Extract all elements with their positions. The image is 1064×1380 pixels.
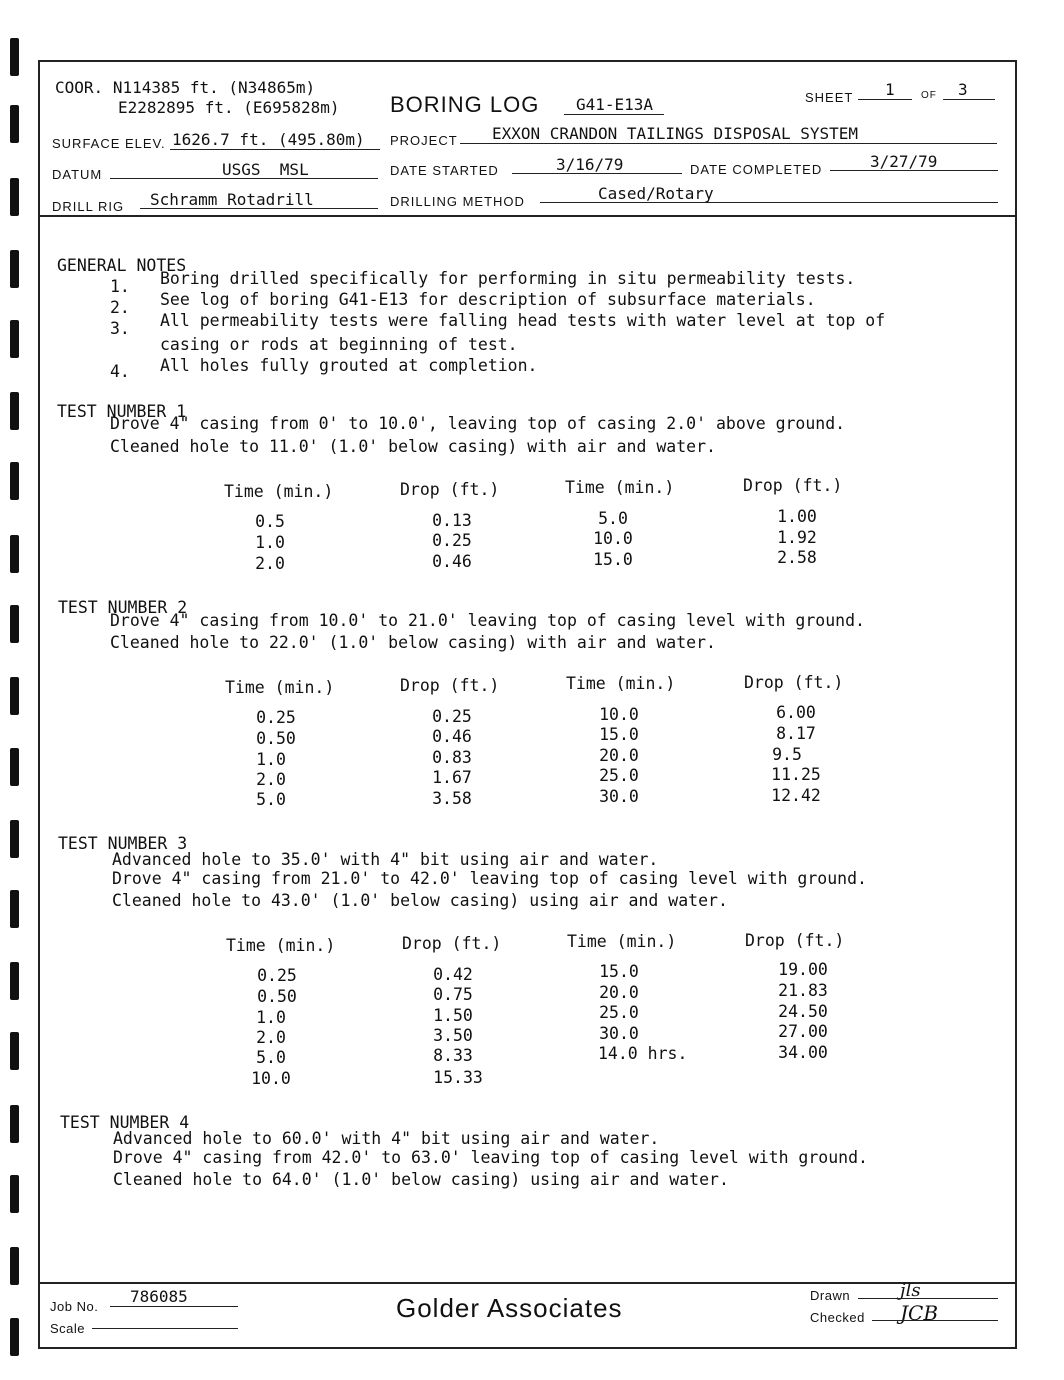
job-number-value: 786085 xyxy=(130,1287,188,1306)
time-value: 15.0 xyxy=(599,725,639,744)
drop-value: 2.58 xyxy=(777,548,817,567)
time-value: 15.0 xyxy=(593,550,633,569)
sheet-number: 1 xyxy=(885,80,895,99)
footer-divider xyxy=(38,1282,1015,1284)
test-title: TEST NUMBER 4 xyxy=(60,1113,190,1132)
drop-value: 1.67 xyxy=(432,768,472,787)
binder-mark xyxy=(10,38,19,76)
drawn-by-initials: jls xyxy=(900,1280,921,1301)
binder-mark xyxy=(10,392,19,430)
drill-rig-line xyxy=(140,208,378,209)
project-label: PROJECT xyxy=(390,133,458,148)
note-text: All permeability tests were falling head tests with water level at top of xyxy=(160,311,886,330)
column-header-time: Time (min.) xyxy=(224,482,334,501)
checked-by-initials: JCB xyxy=(900,1301,939,1325)
surface-elev-line xyxy=(170,149,380,150)
date-completed-label: DATE COMPLETED xyxy=(690,162,823,177)
date-started-label: DATE STARTED xyxy=(390,163,499,178)
header-divider xyxy=(38,215,1015,217)
project-value: EXXON CRANDON TAILINGS DISPOSAL SYSTEM xyxy=(492,124,859,143)
time-value: 10.0 xyxy=(599,705,639,724)
datum-line xyxy=(110,178,378,179)
time-value: 10.0 xyxy=(251,1069,291,1088)
drop-value: 0.83 xyxy=(432,748,472,767)
test-description: Cleaned hole to 43.0' (1.0' below casing) using air and water. xyxy=(112,891,728,910)
drop-value: 21.83 xyxy=(778,981,828,1000)
column-header-drop: Drop (ft.) xyxy=(402,934,502,953)
general-notes-title: GENERAL NOTES xyxy=(57,256,187,275)
note-number: 1. xyxy=(110,277,130,296)
drop-value: 8.17 xyxy=(776,724,816,743)
time-value: 25.0 xyxy=(599,1003,639,1022)
drop-value: 0.42 xyxy=(433,965,473,984)
column-header-time: Time (min.) xyxy=(567,932,677,951)
job-number-line xyxy=(110,1306,238,1307)
binder-mark xyxy=(10,962,19,1000)
test-description: Drove 4" casing from 42.0' to 63.0' leaving top of casing level with ground. xyxy=(113,1148,868,1167)
time-value: 10.0 xyxy=(593,529,633,548)
binder-mark xyxy=(10,1032,19,1070)
date-started-line xyxy=(512,173,682,174)
column-header-drop: Drop (ft.) xyxy=(400,676,500,695)
drop-value: 0.13 xyxy=(432,511,472,530)
test-description: Advanced hole to 60.0' with 4" bit using air and water. xyxy=(113,1129,660,1148)
project-line xyxy=(460,143,997,144)
drop-value: 0.75 xyxy=(433,985,473,1004)
binder-mark xyxy=(10,1175,19,1213)
coordinates xyxy=(55,78,315,97)
column-header-drop: Drop (ft.) xyxy=(744,673,844,692)
test-title: TEST NUMBER 1 xyxy=(57,402,187,421)
time-value: 0.50 xyxy=(257,987,297,1006)
time-value: 20.0 xyxy=(599,746,639,765)
time-value: 20.0 xyxy=(599,983,639,1002)
drop-value: 27.00 xyxy=(778,1022,828,1041)
note-number: 4. xyxy=(110,362,130,381)
time-value: 30.0 xyxy=(599,787,639,806)
drop-value: 0.25 xyxy=(432,531,472,550)
scale-line xyxy=(92,1328,238,1329)
binder-mark xyxy=(10,178,19,216)
of-label: OF xyxy=(921,90,937,101)
boring-id: G41-E13A xyxy=(576,95,654,114)
drawn-label: Drawn xyxy=(810,1288,851,1303)
time-value: 2.0 xyxy=(256,770,286,789)
time-value: 1.0 xyxy=(256,1008,286,1027)
checked-line xyxy=(872,1320,998,1321)
sheet-total-line xyxy=(943,99,995,100)
drop-value: 0.46 xyxy=(432,552,472,571)
drop-value: 24.50 xyxy=(778,1002,828,1021)
column-header-drop: Drop (ft.) xyxy=(400,480,500,499)
time-value: 1.0 xyxy=(256,750,286,769)
time-value: 2.0 xyxy=(255,554,285,573)
drop-value: 15.33 xyxy=(433,1068,483,1087)
coor-label: COOR. xyxy=(55,78,104,97)
drop-value: 8.33 xyxy=(433,1046,473,1065)
datum-label: DATUM xyxy=(52,167,103,182)
note-number: 2. xyxy=(110,298,130,317)
surface-elev-value: 1626.7 ft. (495.80m) xyxy=(172,130,365,149)
test-description: Cleaned hole to 22.0' (1.0' below casing) with air and water. xyxy=(110,633,716,652)
binder-mark xyxy=(10,748,19,786)
time-value: 5.0 xyxy=(598,509,628,528)
sheet-number-line xyxy=(858,99,912,100)
drilling-method-line xyxy=(540,202,998,203)
binder-mark xyxy=(10,890,19,928)
coor-east: E2282895 ft. (E695828m) xyxy=(118,98,340,117)
drop-value: 3.50 xyxy=(433,1026,473,1045)
time-value: 30.0 xyxy=(599,1024,639,1043)
boring-id-line xyxy=(564,114,664,115)
binder-mark xyxy=(10,1105,19,1143)
binder-mark xyxy=(10,1318,19,1356)
binder-mark xyxy=(10,677,19,715)
checked-label: Checked xyxy=(810,1310,865,1325)
binder-mark xyxy=(10,820,19,858)
drop-value: 0.25 xyxy=(432,707,472,726)
test-description: Cleaned hole to 11.0' (1.0' below casing) with air and water. xyxy=(110,437,716,456)
note-number: 3. xyxy=(110,319,130,338)
note-text: See log of boring G41-E13 for description of subsurface materials. xyxy=(160,290,816,309)
date-completed-value: 3/27/79 xyxy=(870,152,938,171)
drill-rig-label: DRILL RIG xyxy=(52,199,125,214)
time-value: 0.50 xyxy=(256,729,296,748)
test-description: Drove 4" casing from 21.0' to 42.0' leaving top of casing level with ground. xyxy=(112,869,867,888)
time-value: 5.0 xyxy=(256,1048,286,1067)
time-value: 0.25 xyxy=(256,708,296,727)
time-value: 0.5 xyxy=(255,512,285,531)
drill-rig-value: Schramm Rotadrill xyxy=(150,190,314,209)
time-value: 25.0 xyxy=(599,766,639,785)
drop-value: 3.58 xyxy=(432,789,472,808)
drilling-method-value: Cased/Rotary xyxy=(598,184,714,203)
binder-mark xyxy=(10,605,19,643)
test-description: Cleaned hole to 64.0' (1.0' below casing) using air and water. xyxy=(113,1170,729,1189)
test-description: Drove 4" casing from 0' to 10.0', leaving top of casing 2.0' above ground. xyxy=(110,414,846,433)
page-title: BORING LOG xyxy=(390,92,540,117)
time-value: 2.0 xyxy=(256,1028,286,1047)
binder-mark xyxy=(10,105,19,143)
surface-elev-label: SURFACE ELEV. xyxy=(52,136,166,151)
column-header-time: Time (min.) xyxy=(226,936,336,955)
note-text: All holes fully grouted at completion. xyxy=(160,356,538,375)
drop-value: 6.00 xyxy=(776,703,816,722)
drop-value: 1.50 xyxy=(433,1006,473,1025)
time-value: 15.0 xyxy=(599,962,639,981)
sheet-total: 3 xyxy=(958,80,968,99)
column-header-time: Time (min.) xyxy=(566,674,676,693)
note-text: Boring drilled specifically for performing in situ permeability tests. xyxy=(160,269,856,288)
test-description: Drove 4" casing from 10.0' to 21.0' leaving top of casing level with ground. xyxy=(110,611,865,630)
binder-mark xyxy=(10,250,19,288)
company-name: Golder Associates xyxy=(396,1293,623,1323)
drop-value: 1.92 xyxy=(777,528,817,547)
time-value: 1.0 xyxy=(255,533,285,552)
test-title: TEST NUMBER 2 xyxy=(58,598,188,617)
time-value: 5.0 xyxy=(256,790,286,809)
time-value: 0.25 xyxy=(257,966,297,985)
drop-value: 11.25 xyxy=(771,765,821,784)
datum-value: USGS MSL xyxy=(222,160,309,179)
binder-mark xyxy=(10,462,19,500)
column-header-drop: Drop (ft.) xyxy=(745,931,845,950)
drop-value: 0.46 xyxy=(432,727,472,746)
note-text-continued: casing or rods at beginning of test. xyxy=(160,335,518,354)
column-header-drop: Drop (ft.) xyxy=(743,476,843,495)
column-header-time: Time (min.) xyxy=(225,678,335,697)
coor-north: N114385 ft. (N34865m) xyxy=(112,78,316,97)
binder-mark xyxy=(10,1247,19,1285)
binder-mark xyxy=(10,320,19,358)
drawn-line xyxy=(858,1298,998,1299)
drop-value: 12.42 xyxy=(771,786,821,805)
binder-mark xyxy=(10,535,19,573)
test-description: Advanced hole to 35.0' with 4" bit using air and water. xyxy=(112,850,659,869)
drop-value: 19.00 xyxy=(778,960,828,979)
drilling-method-label: DRILLING METHOD xyxy=(390,194,525,209)
drop-value: 34.00 xyxy=(778,1043,828,1062)
job-number-label: Job No. xyxy=(50,1299,99,1314)
column-header-time: Time (min.) xyxy=(565,478,675,497)
drop-value: 1.00 xyxy=(777,507,817,526)
time-value: 14.0 hrs. xyxy=(598,1044,688,1063)
drop-value: 9.5 xyxy=(772,745,802,764)
scale-label: Scale xyxy=(50,1321,86,1336)
date-started-value: 3/16/79 xyxy=(556,155,624,174)
date-completed-line xyxy=(830,170,998,171)
test-title: TEST NUMBER 3 xyxy=(58,834,188,853)
sheet-label: SHEET xyxy=(805,90,854,105)
